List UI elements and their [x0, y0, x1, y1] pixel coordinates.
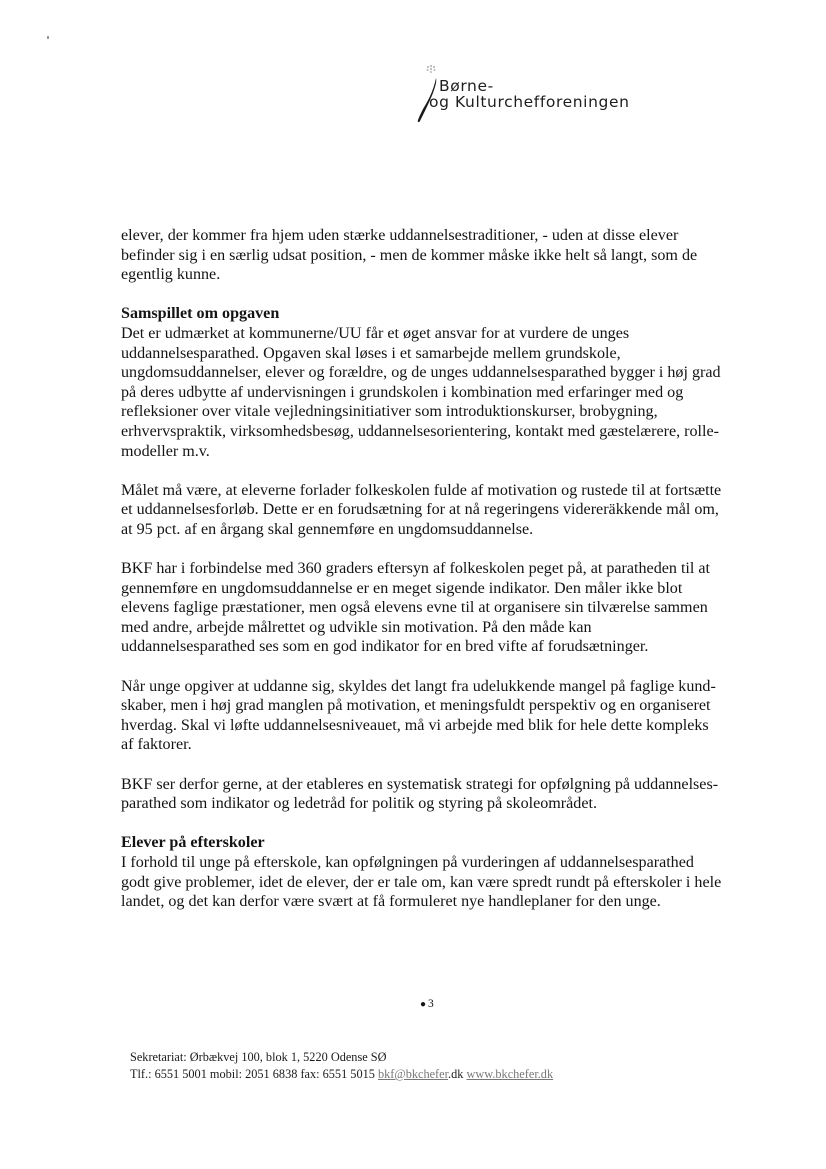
text-line: på deres udbytte af undervisningen i grundskolen i kombination med erfaringer med og [121, 383, 684, 401]
text-line: Målet må være, at eleverne forlader folkeskolen fulde af motivation og rustede til at fortsætte [121, 481, 722, 499]
text-line: BKF har i forbindelse med 360 graders eftersyn af folkeskolen peget på, at paratheden til at [121, 560, 711, 578]
text-line: af faktorer. [121, 736, 192, 754]
text-line: skaber, men i høj grad manglen på motivation, et meningsfuldt perspektiv og en organiseret [121, 697, 711, 715]
text-line: uddannelsesparathed ses som en god indikator for en bred vifte af forudsætninger. [121, 638, 649, 656]
text-line: befinder sig i en særlig udsat position, - men de kommer måske ikke helt så langt, som de [121, 246, 698, 264]
footer-address: Sekretariat: Ørbækvej 100, blok 1, 5220 Odense SØ [130, 1050, 387, 1064]
bullet-icon: ● [420, 999, 427, 1010]
intro-paragraph [121, 226, 741, 285]
paragraph-efterskole [121, 853, 741, 912]
text-line: modeller m.v. [121, 442, 210, 460]
paragraph-strategi [121, 775, 741, 814]
text-line: BKF ser derfor gerne, at der etableres en systematisk strategi for opfølgning på uddannelses- [121, 775, 719, 793]
text-line: elever, der kommer fra hjem uden stærke uddannelsestraditioner, - uden at disse elever [121, 227, 679, 244]
text-line: et uddannelsesforløb. Dette er en forudsætning for at nå regeringens videreräkkende mål om, [121, 501, 719, 519]
footer-website-link[interactable]: www.bkchefer.dk [466, 1067, 554, 1081]
text-line: elevens faglige præstationer, men også elevens evne til at organisere sin tilværelse sammen [121, 599, 708, 617]
paragraph-bkf-360 [121, 559, 741, 657]
footer-phone-numbers: Tlf.: 6551 5001 mobil: 2051 6838 fax: 6551 5015 [130, 1067, 375, 1081]
text-line: landet, og det kan derfor være svært at få formuleret nye handleplaner for den unge. [121, 893, 661, 911]
footer-email-tld[interactable]: .dk [448, 1067, 464, 1081]
paragraph-motivation [121, 677, 741, 755]
section-heading-samspillet: Samspillet om opgaven [121, 305, 280, 323]
page-number-value: 3 [428, 998, 434, 1010]
org-name-line1: Børne- [439, 77, 494, 95]
text-line: egentlig kunne. [121, 266, 221, 284]
text-line: at 95 pct. af en årgang skal gennemføre en ungdomsuddannelse. [121, 520, 534, 538]
text-line: uddannelsesparathed. Opgaven skal løses i et samarbejde mellem grundskole, [121, 344, 621, 362]
text-line: hverdag. Skal vi løfte uddannelsesniveauet, må vi arbejde med blik for hele dette kompleks [121, 716, 709, 734]
org-name-line2: og Kulturchefforeningen [429, 93, 630, 111]
text-line: godt give problemer, idet de elever, der er tale om, kan være spredt rundt på efterskoler i hele [121, 873, 722, 891]
paragraph-maalet [121, 481, 741, 540]
text-line: gennemføre en ungdomsuddannelse er en meget sigende indikator. Den måler ikke blot [121, 579, 683, 597]
text-line: refleksioner over vitale vejledningsinitiativer som introduktionskurser, brobygning, [121, 403, 658, 421]
text-line: I forhold til unge på efterskole, kan opfølgningen på vurderingen af uddannelsesparathed [121, 854, 694, 871]
text-line: erhvervspraktik, virksomhedsbesøg, uddannelsesorientering, kontakt med gæstelærere, rolle- [121, 422, 719, 440]
section-heading-efterskoler: Elever på efterskoler [121, 834, 265, 852]
footer-email-link[interactable]: bkf@bkchefer [377, 1067, 449, 1081]
text-line: parathed som indikator og ledetråd for politik og styring på skoleområdet. [121, 795, 597, 813]
footer [130, 1049, 553, 1083]
page-number [420, 998, 434, 1010]
text-line: Når unge opgiver at uddanne sig, skyldes det langt fra udelukkende mangel på faglige kund- [121, 677, 716, 695]
scan-speck [47, 36, 49, 39]
paragraph-ansvar [121, 324, 741, 461]
organization-logo [410, 62, 670, 128]
text-line: med andre, arbejde målrettet og udvikle sin motivation. På den måde kan [121, 618, 592, 636]
footer-contact-line [130, 1066, 553, 1083]
letter-body [121, 226, 741, 912]
text-line: Det er udmærket at kommunerne/UU får et øget ansvar for at vurdere de unges [121, 324, 630, 342]
text-line: ungdomsuddannelser, elever og forældre, og de unges uddannelsesparathed bygger i høj grad [121, 364, 721, 382]
